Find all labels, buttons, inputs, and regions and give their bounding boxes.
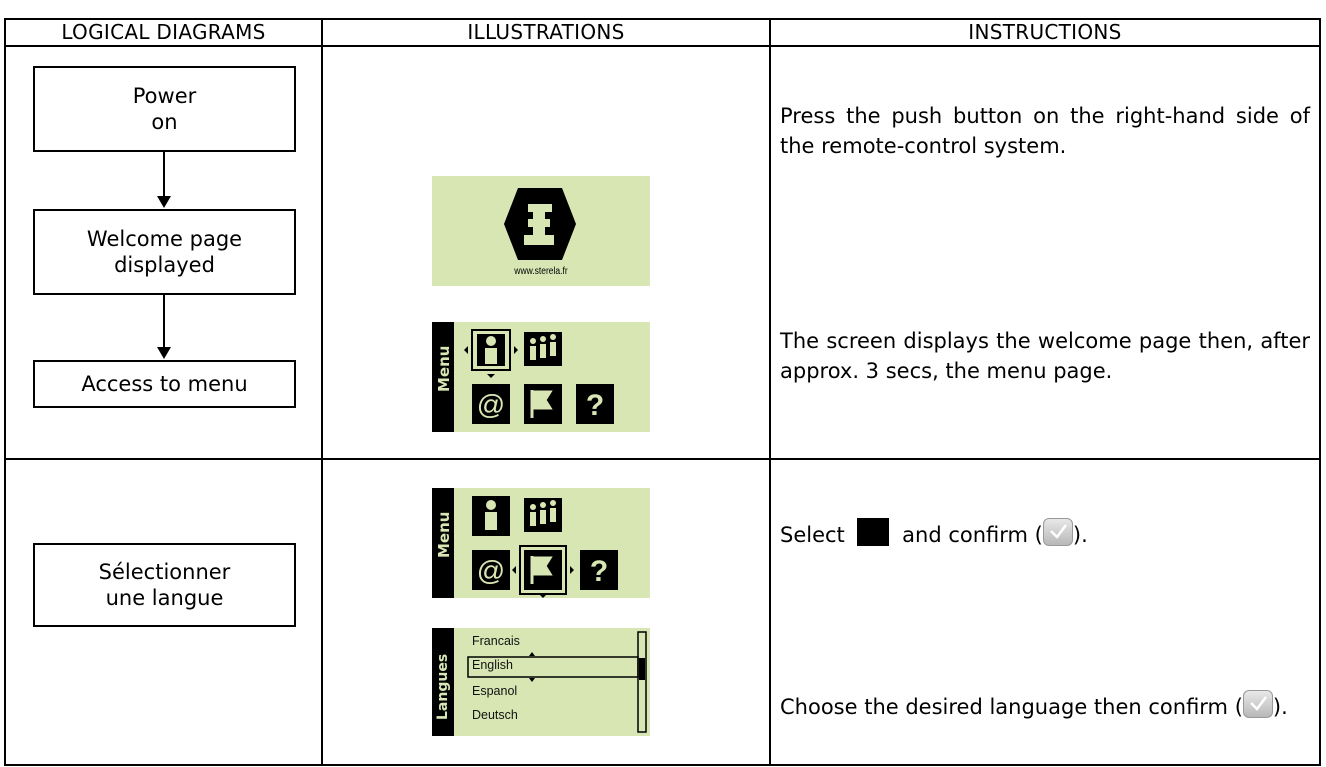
box-text-line: on — [151, 110, 178, 134]
select-text: Select — [780, 523, 845, 547]
header-logical-diagrams: LOGICAL DIAGRAMS — [61, 20, 266, 44]
row-divider — [4, 458, 1321, 460]
menu-icons — [432, 488, 650, 598]
scrollbar-thumb — [639, 658, 645, 680]
flow-arrow — [163, 152, 165, 206]
menu-flag-selected-illustration — [432, 488, 650, 598]
flag-icon — [524, 384, 562, 424]
diagram-box-select-language — [33, 543, 296, 627]
box-text-line: Power — [132, 84, 197, 108]
menu-screen-illustration — [432, 322, 650, 432]
menu-label: Menu — [435, 511, 453, 558]
column-divider-2 — [769, 18, 771, 765]
welcome-screen-illustration — [432, 176, 650, 286]
help-icon — [580, 550, 618, 590]
diagram-box-power-on — [33, 66, 296, 152]
language-option: Deutsch — [472, 708, 518, 722]
box-text-line: displayed — [114, 253, 215, 277]
confirm-end-text: ). — [1072, 523, 1088, 547]
instruction-power-on: Press the push button on the right-hand side of the remote-control system. — [780, 104, 1310, 158]
confirm-text: and confirm ( — [902, 523, 1043, 547]
group-icon — [524, 498, 562, 532]
menu-icons — [432, 322, 650, 432]
instruction-choose-language — [780, 690, 1310, 722]
instruction-select-flag — [780, 518, 1310, 550]
header-bottom-border — [4, 45, 1321, 47]
box-text-line: Sélectionner — [98, 560, 231, 584]
flow-arrow — [163, 295, 165, 357]
box-text-line: Welcome page — [86, 227, 243, 251]
language-option: Espanol — [472, 684, 518, 698]
table-bottom-border — [4, 764, 1321, 766]
table-right-border — [1319, 18, 1321, 765]
group-icon — [524, 332, 562, 366]
help-icon — [576, 384, 614, 424]
language-screen-illustration — [432, 628, 650, 736]
flag-icon — [524, 550, 562, 590]
welcome-url: www.sterela.fr — [514, 266, 568, 277]
column-divider-1 — [321, 18, 323, 765]
svg-text:@: @ — [476, 555, 506, 586]
choose-text: Choose the desired language then confirm ( — [780, 695, 1243, 719]
table-left-border — [4, 18, 6, 765]
svg-text:?: ? — [589, 555, 609, 588]
header-illustrations: ILLUSTRATIONS — [467, 20, 625, 44]
diagram-box-welcome — [33, 209, 296, 295]
user-icon — [472, 496, 510, 536]
instruction-welcome: The screen displays the welcome page then, after approx. 3 secs, the menu page. — [780, 329, 1310, 383]
box-text-line: une langue — [105, 586, 224, 610]
flag-square-icon — [857, 518, 889, 546]
at-icon — [472, 384, 510, 424]
svg-text:?: ? — [585, 389, 605, 422]
diagram-box-access-menu: Access to menu — [33, 360, 296, 408]
confirm-check-icon — [1043, 518, 1073, 546]
language-option-selected: English — [472, 658, 513, 672]
scrollbar — [638, 632, 646, 732]
menu-label: Menu — [435, 345, 453, 392]
header-instructions: INSTRUCTIONS — [968, 20, 1122, 44]
language-option: Francais — [472, 634, 520, 648]
at-icon — [472, 550, 510, 590]
langues-label: Langues — [435, 653, 451, 720]
confirm-check-icon — [1243, 690, 1273, 718]
language-selection-frame — [432, 628, 650, 736]
confirm-end-text: ). — [1272, 695, 1288, 719]
svg-text:@: @ — [476, 389, 506, 420]
